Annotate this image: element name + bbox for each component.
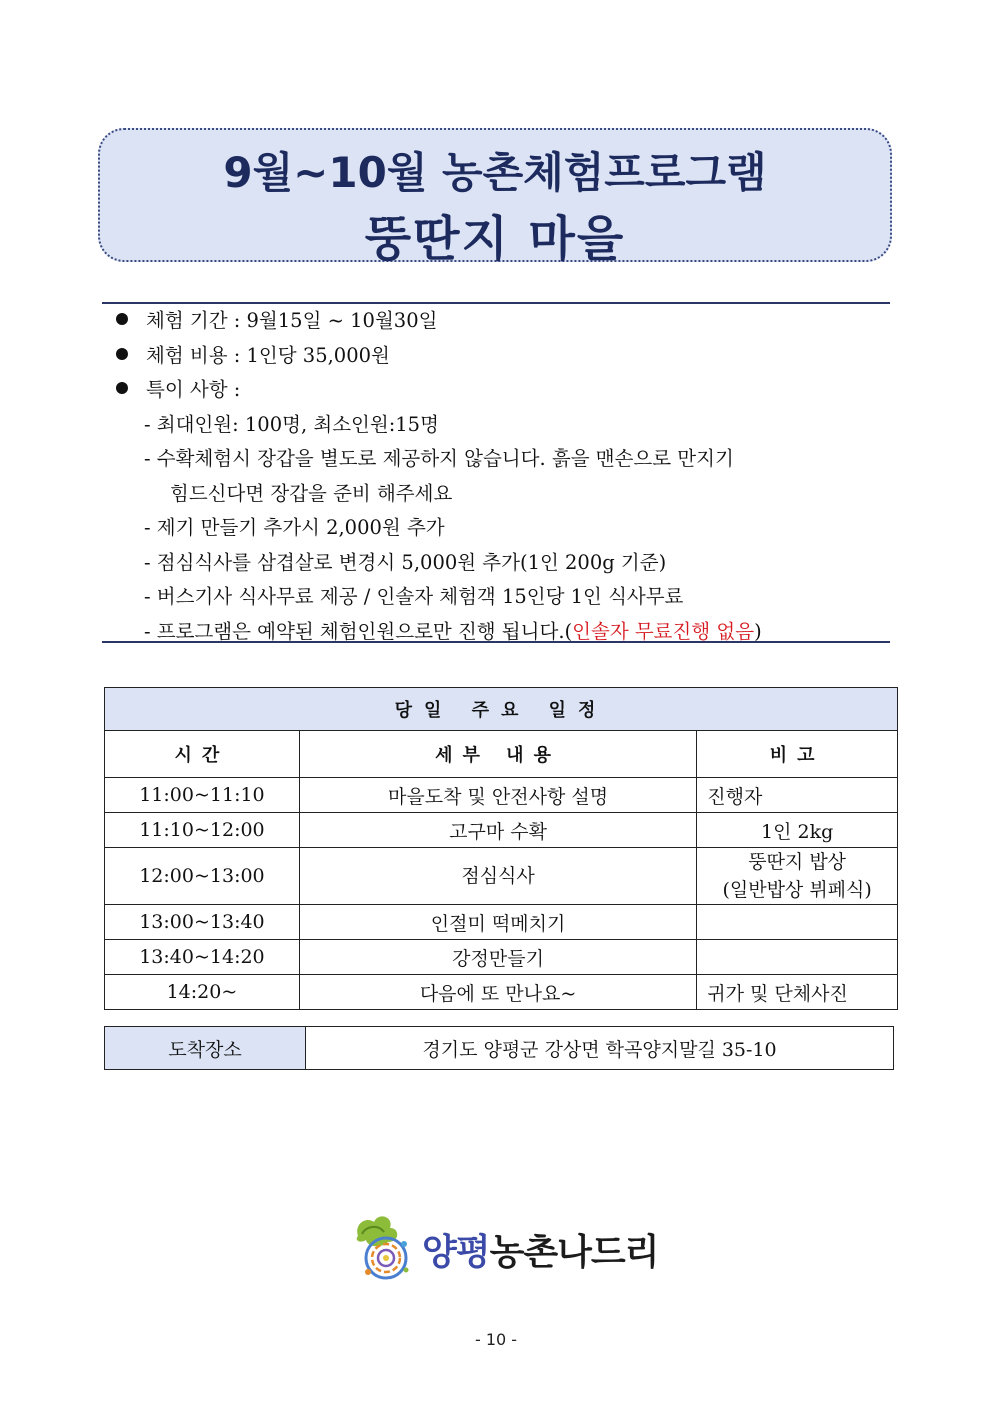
note-last-paren-open: ( [564,619,573,643]
table-row [105,813,898,848]
arrival-place-table [104,1026,894,1070]
table-row [105,905,898,940]
logo-text [422,1224,658,1275]
cost-row [110,339,890,374]
notes-label-row [110,373,890,408]
table-row [105,778,898,813]
note-item-last [110,615,890,650]
note-item: - 수확체험시 장갑을 별도로 제공하지 않습니다. 흙을 맨손으로 만지기 [144,447,734,470]
cell-note [697,905,898,940]
cell-detail: 점심식사 [299,848,696,905]
cell-note [697,848,898,905]
cell-time: 13:40~14:20 [105,940,300,975]
header-detail: 세부 내용 [299,731,696,778]
logo-text-b: 농촌나드리 [489,1232,659,1273]
title-banner [98,128,892,267]
logo-text-a: 양평 [422,1232,490,1273]
cell-note: 진행자 [697,778,898,813]
title-line-1: 9월~10월 농촌체험프로그램 [223,148,767,197]
header-note: 비고 [697,731,898,778]
note-last-text: - 프로그램은 예약된 체험인원으로만 진행 됩니다. [144,619,565,643]
cell-note: 1인 2kg [697,813,898,848]
cell-time: 14:20~ [105,975,300,1010]
cell-note [697,940,898,975]
cell-detail: 마을도착 및 안전사항 설명 [299,778,696,813]
bullet-icon [116,382,128,394]
cell-detail: 다음에 또 만나요~ [299,975,696,1010]
bullet-icon [116,348,128,360]
period-text: 체험 기간 : 9월15일 ~ 10월30일 [146,309,438,332]
header-time: 시간 [105,731,300,778]
cell-detail: 강정만들기 [299,940,696,975]
schedule-caption-row [105,688,898,731]
table-row [105,1027,894,1070]
logo [348,1214,659,1286]
schedule-header-row [105,731,898,778]
period-row [110,304,890,339]
cost-text: 체험 비용 : 1인당 35,000원 [146,343,390,367]
logo-emblem-icon [348,1214,420,1286]
cell-detail: 인절미 떡메치기 [299,905,696,940]
title-line-2: 뚱딴지 마을 [364,211,626,267]
note-item: - 버스기사 식사무료 제공 / 인솔자 체험객 15인당 1인 식사무료 [144,585,684,608]
page-number: - 10 - [474,1330,518,1349]
divider-bottom [102,641,890,643]
note-item: - 점심식사를 삼겹살로 변경시 5,000원 추가(1인 200g 기준) [144,550,667,574]
notes-label: 특이 사항 : [146,378,241,401]
info-section [110,304,890,649]
cell-detail: 고구마 수확 [299,813,696,848]
cell-time: 13:00~13:40 [105,905,300,940]
table-row [105,975,898,1010]
cell-time: 11:10~12:00 [105,813,300,848]
note-item-continued: 힘드신다면 장갑을 준비 해주세요 [170,481,453,505]
place-address: 경기도 양평군 강상면 학곡양지말길 35-10 [306,1027,894,1070]
note-item: - 제기 만들기 추가시 2,000원 추가 [144,516,445,539]
cell-time: 12:00~13:00 [105,848,300,905]
bullet-icon [116,313,128,325]
note-last-red: 인솔자 무료진행 없음 [572,619,755,643]
cell-note: 귀가 및 단체사진 [697,975,898,1010]
note-last-paren-close: ) [754,619,762,643]
cell-note-line-2: (일반밥상 뷔페식) [722,879,872,901]
schedule-caption: 당일 주요 일정 [105,688,898,731]
table-row [105,848,898,905]
cell-note-line-1: 뚱딴지 밥상 [748,851,847,873]
place-label: 도착장소 [105,1027,306,1070]
cell-time: 11:00~11:10 [105,778,300,813]
schedule-table [104,687,898,1010]
table-row [105,940,898,975]
note-item: - 최대인원: 100명, 최소인원:15명 [144,412,439,436]
